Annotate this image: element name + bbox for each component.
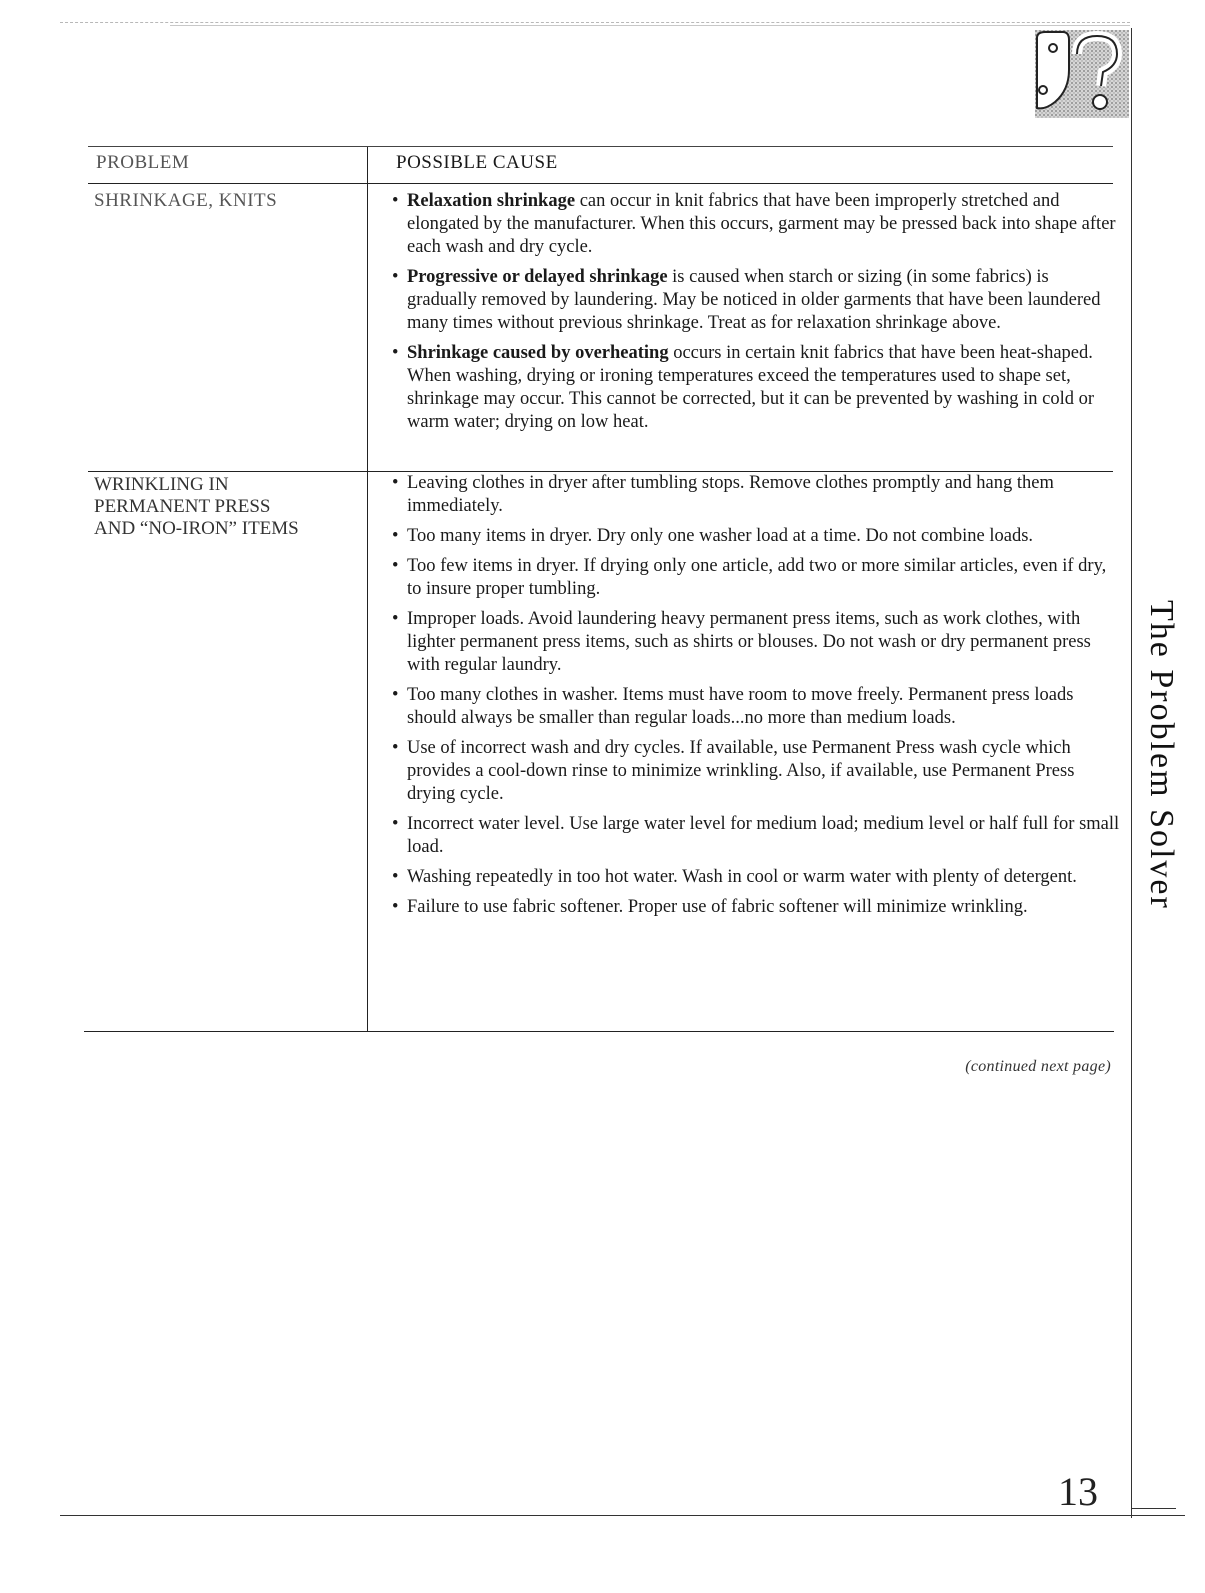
problem-line: AND “NO-IRON” ITEMS bbox=[94, 518, 299, 539]
bullet-icon: • bbox=[392, 343, 399, 363]
bullet-icon: • bbox=[392, 897, 399, 917]
table-bottom-rule bbox=[84, 1031, 1114, 1032]
cause-text: Washing repeatedly in too hot water. Wash in cool or warm water with plenty of detergent. bbox=[407, 867, 1077, 887]
causes-list-shrinkage bbox=[392, 190, 1122, 441]
cause-term: Shrinkage caused by overheating bbox=[407, 343, 669, 363]
problem-line: WRINKLING IN bbox=[94, 474, 229, 495]
column-divider bbox=[367, 147, 368, 1031]
side-section-title: The Problem Solver bbox=[1143, 600, 1180, 910]
possible-cause-column-header: POSSIBLE CAUSE bbox=[396, 152, 558, 173]
header-top-rule bbox=[88, 146, 1113, 147]
bottom-rule-short bbox=[1131, 1508, 1176, 1509]
cause-item bbox=[392, 342, 1122, 434]
cause-text: Too many items in dryer. Dry only one washer load at a time. Do not combine loads. bbox=[407, 526, 1034, 546]
bullet-icon: • bbox=[392, 473, 399, 493]
cause-text: occurs in certain knit fabrics that have been heat-shaped. When washing, drying or ironing temperatures exceed the temperatures used to shape set, shrinkage may occur. This cannot be corrected, but it can be prevented by washing in cold or warm water; drying on low heat. bbox=[407, 343, 1095, 432]
cause-text: Too many clothes in washer. Items must have room to move freely. Permanent press loads should always be smaller than regular loads...no more than medium loads. bbox=[407, 685, 1074, 728]
cause-item bbox=[392, 472, 1122, 518]
causes-list-wrinkling bbox=[392, 472, 1122, 926]
cause-text: can occur in knit fabrics that have been improperly stretched and elongated by the manufacturer. When this occurs, garment may be pressed back into shape after each wash and dry cycle. bbox=[407, 191, 1116, 257]
bullet-icon: • bbox=[392, 191, 399, 211]
problem-wrinkling bbox=[94, 474, 299, 540]
problem-solver-logo-icon bbox=[1035, 30, 1129, 118]
cause-text: Incorrect water level. Use large water level for medium load; medium level or half full for small load. bbox=[407, 814, 1120, 857]
cause-text: Use of incorrect wash and dry cycles. If available, use Permanent Press wash cycle which provides a cool-down rinse to minimize wrinkling. Also, if available, use Permanent Press drying cycle. bbox=[407, 738, 1075, 804]
header-bottom-rule bbox=[88, 183, 1113, 184]
cause-text: is caused when starch or sizing (in some fabrics) is gradually removed by laundering. May be noticed in older garments that have been laundered many times without previous shrinkage. Treat as for relaxation shrinkage above. bbox=[407, 267, 1101, 333]
problem-shrinkage-knits: SHRINKAGE, KNITS bbox=[94, 190, 278, 211]
problem-column-header: PROBLEM bbox=[96, 152, 190, 173]
scan-top-rule bbox=[60, 22, 1130, 23]
cause-text: Leaving clothes in dryer after tumbling stops. Remove clothes promptly and hang them immediately. bbox=[407, 473, 1054, 516]
bottom-rule bbox=[60, 1515, 1185, 1516]
cause-text: Failure to use fabric softener. Proper use of fabric softener will minimize wrinkling. bbox=[407, 897, 1028, 917]
page-number: 13 bbox=[1058, 1469, 1098, 1514]
cause-item bbox=[392, 866, 1122, 889]
cause-text: Improper loads. Avoid laundering heavy permanent press items, such as work clothes, with lighter permanent press items, such as shirts or blouses. Do not wash or dry permanent press with regular laundry. bbox=[407, 609, 1091, 675]
cause-item bbox=[392, 684, 1122, 730]
cause-term: Relaxation shrinkage bbox=[407, 191, 576, 211]
bullet-icon: • bbox=[392, 685, 399, 705]
cause-item bbox=[392, 737, 1122, 806]
continued-note: (continued next page) bbox=[965, 1058, 1111, 1075]
bullet-icon: • bbox=[392, 867, 399, 887]
bullet-icon: • bbox=[392, 556, 399, 576]
problem-line: PERMANENT PRESS bbox=[94, 496, 271, 517]
side-rule bbox=[1131, 28, 1132, 1518]
bullet-icon: • bbox=[392, 267, 399, 287]
cause-item bbox=[392, 555, 1122, 601]
cause-text: Too few items in dryer. If drying only one article, add two or more similar articles, even if dry, to insure proper tumbling. bbox=[407, 556, 1107, 599]
bullet-icon: • bbox=[392, 814, 399, 834]
bullet-icon: • bbox=[392, 609, 399, 629]
cause-item bbox=[392, 813, 1122, 859]
bullet-icon: • bbox=[392, 738, 399, 758]
cause-item bbox=[392, 266, 1122, 335]
cause-item bbox=[392, 525, 1122, 548]
cause-item bbox=[392, 896, 1122, 919]
bullet-icon: • bbox=[392, 526, 399, 546]
cause-item bbox=[392, 608, 1122, 677]
scan-top-rule-2 bbox=[170, 25, 1130, 26]
cause-item bbox=[392, 190, 1122, 259]
cause-term: Progressive or delayed shrinkage bbox=[407, 267, 668, 287]
